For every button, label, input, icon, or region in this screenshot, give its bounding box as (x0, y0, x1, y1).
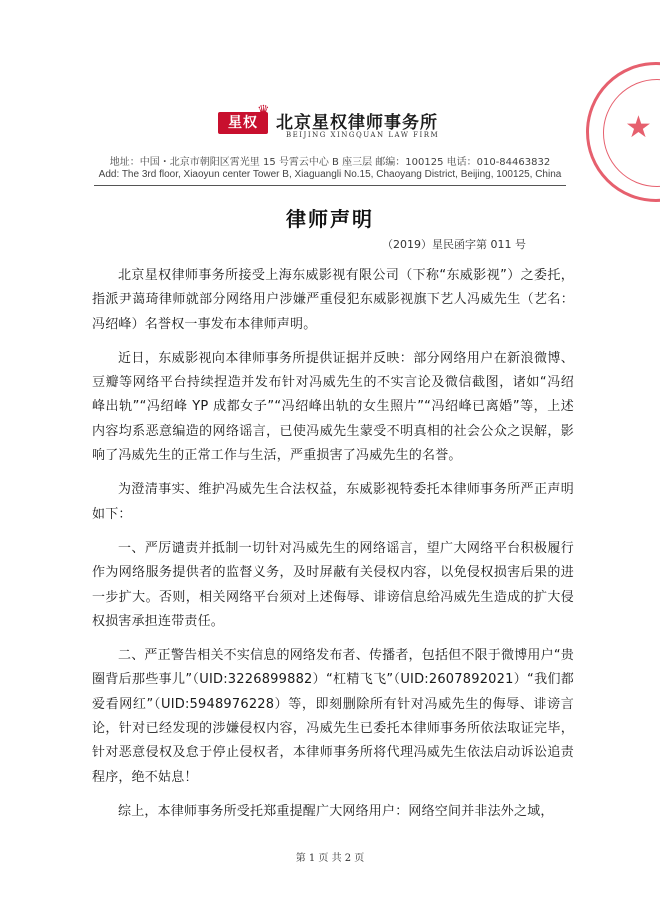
page-number: 第 1 页 共 2 页 (295, 853, 365, 864)
seal-star-icon: ★ (625, 110, 652, 145)
header-divider (94, 185, 566, 186)
document-title: 律师声明 (286, 207, 374, 231)
firm-name-en: BEIJING XINGQUAN LAW FIRM (286, 131, 440, 139)
paragraph: 为澄清事实、维护冯威先生合法权益，东威影视特委托本律师事务所严正声明如下： (92, 482, 574, 522)
firm-name-cn: 北京星权律师事务所 (276, 113, 438, 133)
firm-logo-mark: 星权 (218, 112, 268, 134)
paragraph: 一、严厉谴责并抵制一切针对冯威先生的网络谣言，望广大网络平台积极履行作为网络服务提供者的监督义务，及时屏蔽有关侵权内容，以免侵权损害后果的进一步扩大。否则，相关网络平台须对上述侮辱、诽谤信息给冯威先生造成的扩大侵权损害承担连带责任。 (92, 540, 574, 629)
paragraph: 北京星权律师事务所接受上海东威影视有限公司（下称“东威影视”）之委托，指派尹蔼琦律师就部分网络用户涉嫌严重侵犯东威影视旗下艺人冯威先生（艺名：冯绍峰）名誉权一事发布本律师声明。 (92, 268, 574, 332)
address-cn: 地址：中国・北京市朝阳区霄光里 15 号霄云中心 B 座三层 邮编：100125 电话：010-84463832 (109, 157, 551, 168)
paragraph: 近日，东威影视向本律师事务所提供证据并反映：部分网络用户在新浪微博、豆瓣等网络平台持续捏造并发布针对冯威先生的不实言论及微信截图，诸如“冯绍峰出轨”“冯绍峰 YP 成都女子”“冯绍峰出轨的女生照片”“冯绍峰已离婚”等，上述内容均系恶意编造的网络谣言，已使冯威先生蒙受不明真相的社会公众之误解，影响了冯威先生的正常工作与生活，严重损害了冯威先生的名誉。 (92, 350, 574, 464)
letterhead (0, 96, 660, 152)
paragraph: 综上，本律师事务所受托郑重提醒广大网络用户：网络空间并非法外之域， (118, 803, 554, 819)
address-en: Add: The 3rd floor, Xiaoyun center Tower B, Xiaguangli No.15, Chaoyang District, Beijing, 100125, China (98, 169, 562, 180)
document-body (92, 264, 574, 834)
crown-icon: ♛ (257, 103, 270, 119)
reference-number: （2019）星民函字第 011 号 (382, 238, 526, 251)
paragraph: 二、严正警告相关不实信息的网络发布者、传播者，包括但不限于微博用户“贵圈背后那些事儿”（UID:3226899882）“杠精飞飞”（UID:2607892021）“我们都爱看网红”（UID:5948976228）等，即刻删除所有针对冯威先生的侮辱、诽谤言论，针对已经发现的涉嫌侵权内容，冯威先生已委托本律师事务所依法取证完毕，针对恶意侵权及怠于停止侵权者，本律师事务所将代理冯威先生依法启动诉讼追责程序，绝不姑息！ (92, 648, 574, 785)
